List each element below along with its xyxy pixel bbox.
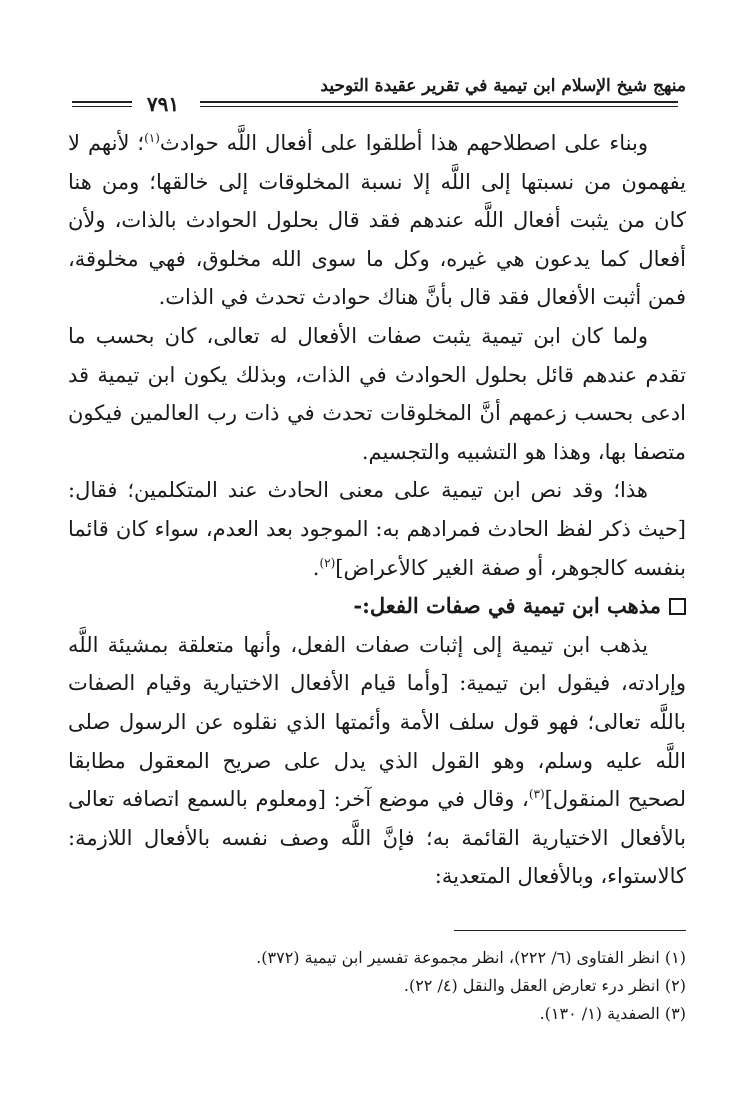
header-rule-thin bbox=[200, 106, 678, 107]
footnote-ref-3[interactable]: (٣) bbox=[528, 787, 545, 802]
page-number-rule bbox=[72, 101, 132, 103]
running-header-title: منهج شيخ الإسلام ابن تيمية في تقرير عقيدة التوحيد bbox=[320, 76, 686, 96]
page-number: ٧٩١ bbox=[146, 92, 180, 116]
checkbox-bullet-icon bbox=[669, 598, 686, 615]
page-number-rule-thin bbox=[72, 106, 132, 107]
footnotes bbox=[68, 944, 686, 1028]
paragraph-3-end: . bbox=[312, 555, 320, 580]
footnote-ref-2[interactable]: (٢) bbox=[319, 555, 336, 570]
footnote-3: (٣) الصفدية (١/ ١٣٠). bbox=[539, 1004, 686, 1023]
paragraph-1-continuation: ؛ لأنهم لا يفهمون من نسبتها إلى اللَّه إلا نسبة المخلوقات إلى خالقها؛ ومن هنا كان من يثبت أفعال اللَّه عندهم فقد قال بحلول الحوادث بالذات، ولأن أفعال كما يدعون هي غيره، وكل ما سوى الله مخلوق، فهي مخلوقة، فمن أثبت الأفعال فقد قال بأنَّ هناك حوادث تحدث في الذات. bbox=[68, 131, 686, 310]
section-heading-text: مذهب ابن تيمية في صفات الفعل:- bbox=[353, 593, 661, 619]
main-text bbox=[68, 124, 686, 896]
footnote-ref-1[interactable]: (١) bbox=[144, 131, 160, 145]
paragraph-3 bbox=[68, 471, 686, 587]
section-heading bbox=[68, 587, 686, 626]
footnote-separator bbox=[454, 930, 686, 931]
paragraph-4-continuation: ، وقال في موضع آخر: [ومعلوم بالسمع اتصافه تعالى بالأفعال الاختيارية القائمة به؛ فإنَّ اللَّه وصف نفسه بالأفعال اللازمة: كالاستواء، وبالأفعال المتعدية: bbox=[68, 787, 686, 889]
paragraph-3-text: هذا؛ وقد نص ابن تيمية على معنى الحادث عند المتكلمين؛ فقال: [حيث ذكر لفظ الحادث فمرادهم به: الموجود بعد العدم، سواء كان قائما بنفسه كالجوهر، أو صفة الغير كالأعراض] bbox=[68, 478, 686, 580]
paragraph-4-text: يذهب ابن تيمية إلى إثبات صفات الفعل، وأنها متعلقة بمشيئة اللَّه وإرادته، فيقول ابن تيمية: [وأما قيام الأفعال الاختيارية وقيام الصفات باللَّه تعالى؛ فهو قول سلف الأمة وأئمتها الذي نقلوه عن الرسول صلى اللَّه عليه وسلم، وهو القول الذي يدل على صريح المعقول مطابقا لصحيح المنقول] bbox=[68, 632, 686, 812]
paragraph-1-text: وبناء على اصطلاحهم هذا أطلقوا على أفعال اللَّه حوادث bbox=[159, 131, 648, 155]
footnote-2: (٢) انظر درء تعارض العقل والنقل (٤/ ٢٢). bbox=[403, 976, 686, 995]
footnote-1: (١) انظر الفتاوى (٦/ ٢٢٢)، انظر مجموعة تفسير ابن تيمية (٣٧٢). bbox=[256, 948, 686, 967]
header-rule bbox=[200, 101, 678, 103]
paragraph-4 bbox=[68, 626, 686, 896]
paragraph-2: ولما كان ابن تيمية يثبت صفات الأفعال له تعالى، كان بحسب ما تقدم عندهم قائل بحلول الحوادث في الذات، وبذلك يكون ابن تيمية قد ادعى بحسب زعمهم أنَّ المخلوقات تحدث في ذات رب العالمين فيكون متصفا بها، وهذا هو التشبيه والتجسيم. bbox=[68, 323, 686, 464]
paragraph-1 bbox=[68, 124, 686, 317]
